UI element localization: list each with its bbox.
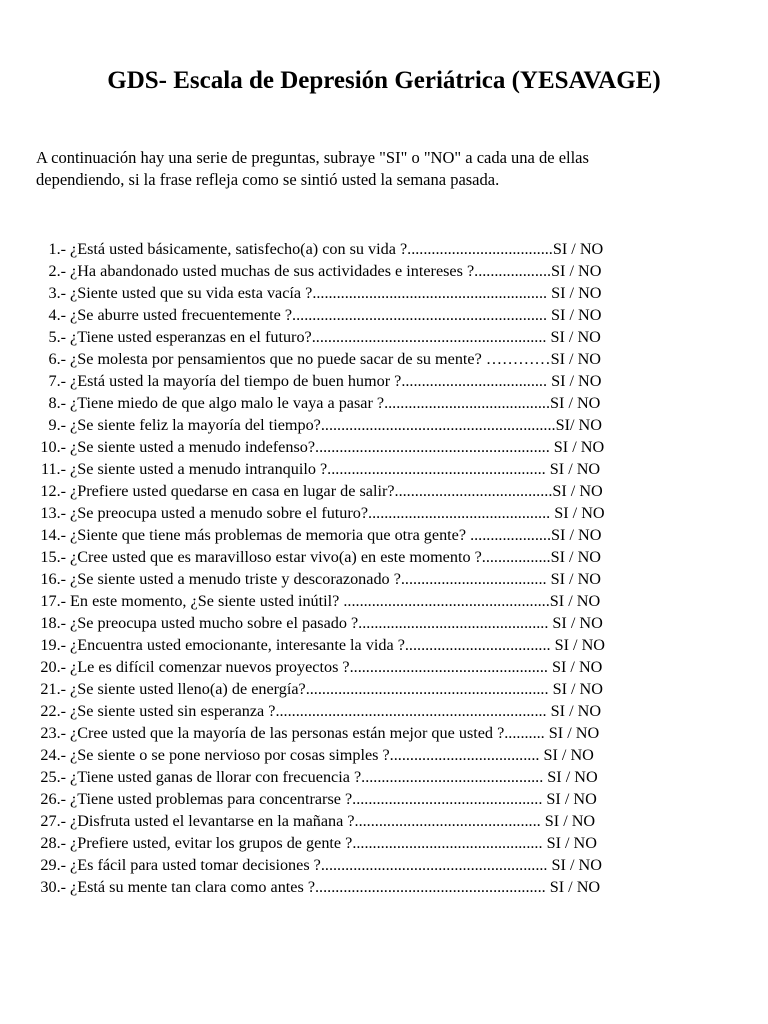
question-text: ¿Ha abandonado usted muchas de sus actividades e intereses ?...................SI / NO	[66, 262, 602, 280]
question-number: 17.-	[40, 592, 66, 610]
question-item	[32, 238, 672, 260]
question-number: 3.-	[48, 284, 66, 302]
question-number: 11.-	[40, 460, 66, 478]
question-item	[32, 282, 672, 304]
question-item	[32, 722, 672, 744]
question-text: ¿Se preocupa usted a menudo sobre el futuro?............................................. SI / NO	[66, 504, 605, 522]
question-text: ¿Tiene usted problemas para concentrarse ?............................................... SI / NO	[66, 790, 597, 808]
question-text: ¿Es fácil para usted tomar decisiones ?........................................................ SI / NO	[66, 856, 602, 874]
question-text: ¿Prefiere usted quedarse en casa en lugar de salir?.......................................SI / NO	[66, 482, 603, 500]
question-item	[32, 876, 672, 898]
question-item	[32, 436, 672, 458]
question-item	[32, 744, 672, 766]
question-text: ¿Tiene usted ganas de llorar con frecuencia ?............................................. SI / NO	[66, 768, 598, 786]
question-item	[32, 634, 672, 656]
question-item	[32, 260, 672, 282]
question-number: 20.-	[40, 658, 66, 676]
question-text: ¿Siente usted que su vida esta vacía ?.......................................................... SI / NO	[66, 284, 602, 302]
question-item	[32, 854, 672, 876]
question-number: 26.-	[40, 790, 66, 808]
question-item	[32, 810, 672, 832]
question-text: ¿Está usted básicamente, satisfecho(a) con su vida ?....................................SI / NO	[66, 240, 604, 258]
instructions	[36, 147, 736, 191]
question-item	[32, 766, 672, 788]
question-number: 25.-	[40, 768, 66, 786]
question-item	[32, 480, 672, 502]
question-item	[32, 612, 672, 634]
question-text: ¿Tiene miedo de que algo malo le vaya a pasar ?.........................................SI / NO	[66, 394, 601, 412]
question-item	[32, 546, 672, 568]
question-item	[32, 304, 672, 326]
question-number: 6.-	[48, 350, 66, 368]
question-item	[32, 502, 672, 524]
question-text: ¿Cree usted que la mayoría de las personas están mejor que usted ?.......... SI / NO	[66, 724, 600, 742]
question-text: ¿Se siente feliz la mayoría del tiempo?..........................................................SI/ NO	[66, 416, 602, 434]
question-number: 2.-	[48, 262, 66, 280]
question-number: 8.-	[48, 394, 66, 412]
question-text: ¿Se molesta por pensamientos que no puede sacar de su mente? …………SI / NO	[66, 350, 601, 368]
question-item	[32, 524, 672, 546]
question-number: 12.-	[40, 482, 66, 500]
instructions-line-2: dependiendo, si la frase refleja como se sintió usted la semana pasada.	[36, 170, 500, 189]
question-number: 13.-	[40, 504, 66, 522]
question-number: 10.-	[40, 438, 66, 456]
question-number: 22.-	[40, 702, 66, 720]
question-item	[32, 700, 672, 722]
question-item	[32, 590, 672, 612]
question-text: ¿Se siente usted sin esperanza ?................................................................... SI / NO	[66, 702, 602, 720]
question-number: 15.-	[40, 548, 66, 566]
question-number: 1.-	[48, 240, 66, 258]
question-item	[32, 370, 672, 392]
question-number: 9.-	[48, 416, 66, 434]
question-number: 7.-	[48, 372, 66, 390]
question-item	[32, 832, 672, 854]
question-number: 4.-	[48, 306, 66, 324]
question-number: 27.-	[40, 812, 66, 830]
question-text: En este momento, ¿Se siente usted inútil? ...................................................SI / NO	[66, 592, 601, 610]
instructions-line-1: A continuación hay una serie de preguntas, subraye "SI" o "NO" a cada una de ellas	[36, 148, 589, 167]
question-item	[32, 414, 672, 436]
question-number: 23.-	[40, 724, 66, 742]
question-item	[32, 326, 672, 348]
question-text: ¿Se preocupa usted mucho sobre el pasado ?............................................... SI / NO	[66, 614, 603, 632]
question-item	[32, 788, 672, 810]
question-text: ¿Se siente usted a menudo triste y descorazonado ?.................................... SI / NO	[66, 570, 601, 588]
question-text: ¿Le es difícil comenzar nuevos proyectos ?................................................. SI / NO	[66, 658, 603, 676]
question-list	[32, 238, 672, 898]
question-text: ¿Se siente usted a menudo intranquilo ?...................................................... SI / NO	[66, 460, 601, 478]
question-text: ¿Disfruta usted el levantarse en la mañana ?.............................................. SI / NO	[66, 812, 596, 830]
question-text: ¿Cree usted que es maravilloso estar vivo(a) en este momento ?.................SI / NO	[66, 548, 601, 566]
page-title: GDS- Escala de Depresión Geriátrica (YESAVAGE)	[107, 67, 661, 94]
question-number: 18.-	[40, 614, 66, 632]
question-item	[32, 656, 672, 678]
question-text: ¿Se siente usted a menudo indefenso?.......................................................... SI / NO	[66, 438, 605, 456]
question-number: 28.-	[40, 834, 66, 852]
question-item	[32, 348, 672, 370]
question-item	[32, 392, 672, 414]
question-text: ¿Prefiere usted, evitar los grupos de gente ?............................................... SI / NO	[66, 834, 597, 852]
question-number: 21.-	[40, 680, 66, 698]
question-item	[32, 568, 672, 590]
question-text: ¿Se siente o se pone nervioso por cosas simples ?..................................... SI / NO	[66, 746, 594, 764]
question-number: 16.-	[40, 570, 66, 588]
question-number: 14.-	[40, 526, 66, 544]
question-text: ¿Se siente usted lleno(a) de energía?............................................................ SI / NO	[66, 680, 603, 698]
question-number: 24.-	[40, 746, 66, 764]
question-number: 5.-	[48, 328, 66, 346]
question-text: ¿Tiene usted esperanzas en el futuro?.......................................................... SI / NO	[66, 328, 601, 346]
question-number: 29.-	[40, 856, 66, 874]
question-text: ¿Siente que tiene más problemas de memoria que otra gente? ....................SI / NO	[66, 526, 602, 544]
question-text: ¿Se aburre usted frecuentemente ?............................................................... SI / NO	[66, 306, 602, 324]
question-item	[32, 458, 672, 480]
question-text: ¿Está su mente tan clara como antes ?......................................................... SI / NO	[66, 878, 601, 896]
question-text: ¿Encuentra usted emocionante, interesante la vida ?.................................... SI / NO	[66, 636, 605, 654]
question-item	[32, 678, 672, 700]
question-text: ¿Está usted la mayoría del tiempo de buen humor ?.................................... SI / NO	[66, 372, 602, 390]
question-number: 30.-	[40, 878, 66, 896]
question-number: 19.-	[40, 636, 66, 654]
